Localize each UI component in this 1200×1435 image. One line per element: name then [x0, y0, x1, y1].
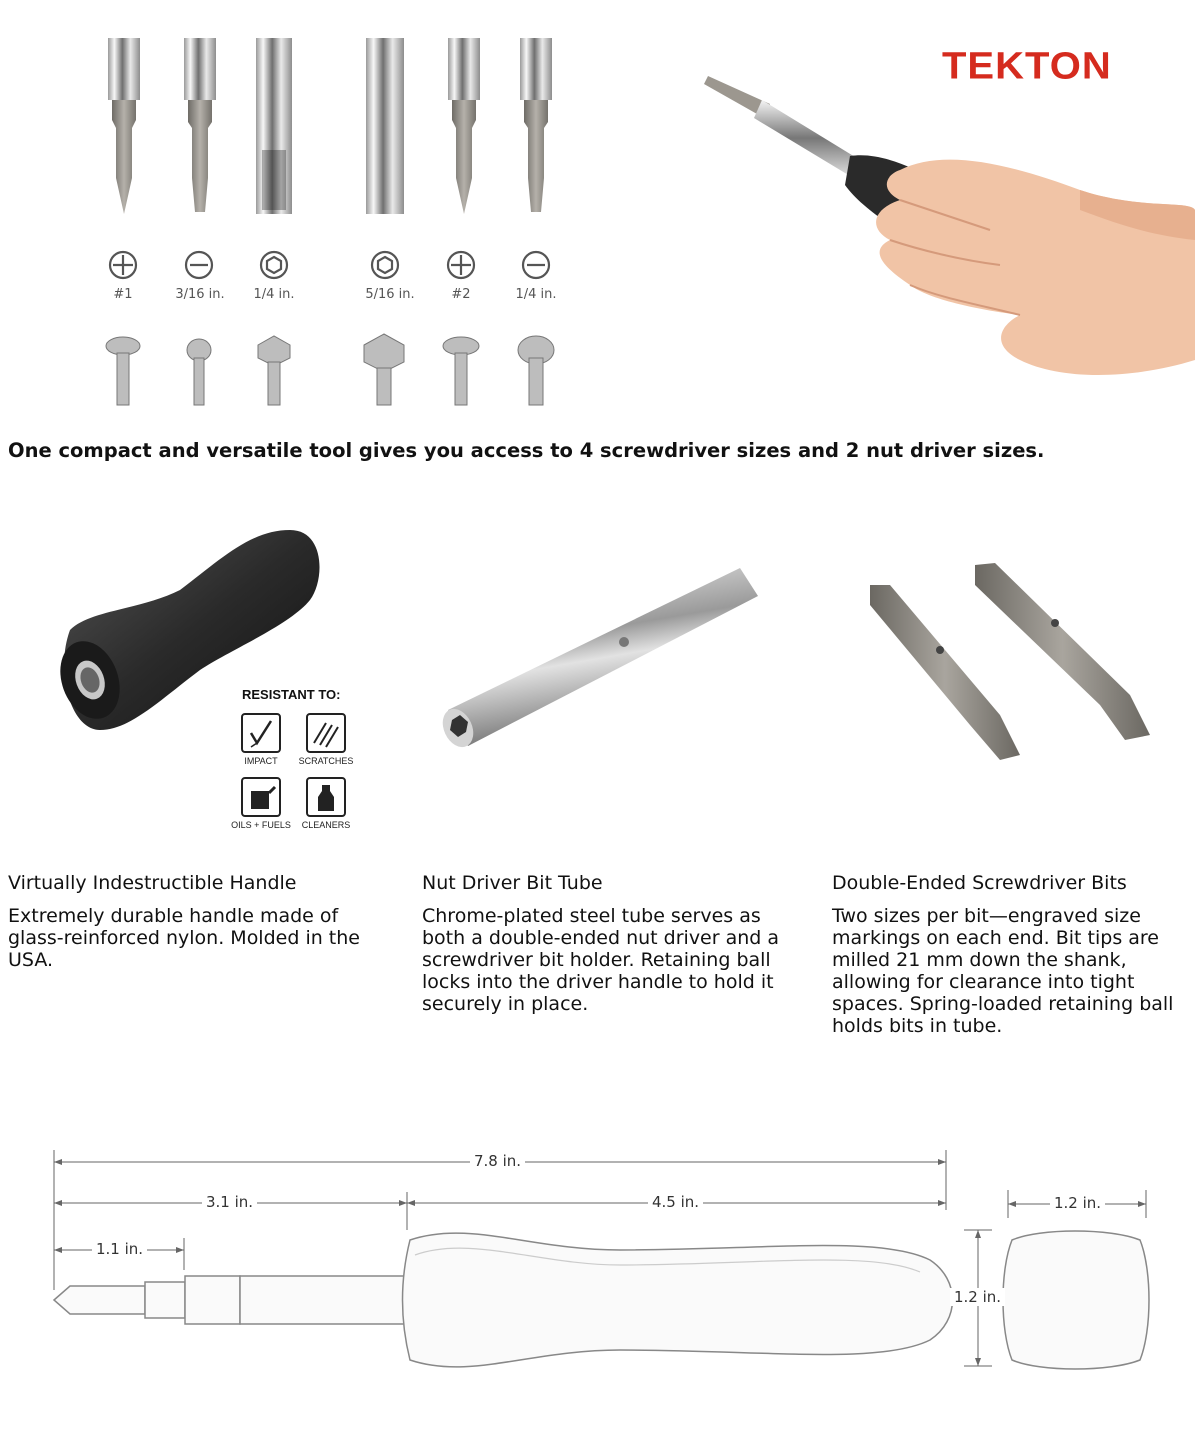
headline: One compact and versatile tool gives you access to 4 screwdriver sizes and 2 nut driver sizes.	[8, 439, 1045, 462]
double-ended-bits-image	[860, 555, 1160, 770]
bit-3	[256, 38, 292, 214]
slotted-icon	[523, 252, 549, 278]
screw-4	[364, 334, 404, 405]
dimension-drawing	[0, 1140, 1200, 1400]
bit-illustrations	[0, 0, 620, 420]
hex-icon	[261, 252, 287, 278]
bit-size-label: #2	[451, 287, 471, 302]
impact-icon	[241, 713, 281, 753]
hand-holding-screwdriver-image	[700, 60, 1200, 390]
phillips-icon	[448, 252, 474, 278]
overall-length-label: 7.8 in.	[470, 1152, 525, 1170]
screw-1	[106, 337, 140, 405]
scratches-icon	[306, 713, 346, 753]
resistant-scratches-label: SCRATCHES	[298, 756, 354, 766]
hex-icon	[372, 252, 398, 278]
brand-logo: TEKTON	[942, 45, 1112, 87]
bit-2	[184, 38, 216, 212]
cleaner-bottle-icon	[306, 777, 346, 817]
bit-length-label: 1.1 in.	[92, 1240, 147, 1258]
screw-2	[187, 339, 211, 405]
resistant-impact-label: IMPACT	[244, 756, 278, 766]
bit-size-label: 5/16 in.	[365, 287, 415, 302]
shaft-length-label: 3.1 in.	[202, 1193, 257, 1211]
feature-body-bits: Two sizes per bit—engraved size markings on each end. Bit tips are milled 21 mm down the shank, allowing for clearance into tight spaces. Spring-loaded retaining ball holds bits in tube.	[832, 905, 1174, 1037]
bit-size-label: 1/4 in.	[253, 287, 295, 302]
bit-size-label: 1/4 in.	[515, 287, 557, 302]
oil-can-icon	[241, 777, 281, 817]
bit-4	[366, 38, 404, 214]
feature-title-handle: Virtually Indestructible Handle	[8, 872, 297, 894]
bit-size-label: #1	[113, 287, 133, 302]
feature-body-tube: Chrome-plated steel tube serves as both a double-ended nut driver and a screwdriver bit holder. Retaining ball locks into the driver handle to hold it securely in place.	[422, 905, 780, 1015]
end-width-label: 1.2 in.	[1050, 1194, 1105, 1212]
screw-6	[518, 336, 554, 405]
feature-title-bits: Double-Ended Screwdriver Bits	[832, 872, 1127, 894]
phillips-icon	[110, 252, 136, 278]
bit-size-label: 3/16 in.	[175, 287, 225, 302]
bit-6	[520, 38, 552, 212]
handle-image	[50, 520, 340, 760]
nut-driver-tube-image	[440, 560, 770, 760]
handle-height-label: 1.2 in.	[950, 1288, 1005, 1306]
resistant-cleaners-label: CLEANERS	[301, 820, 351, 830]
resistant-title: RESISTANT TO:	[242, 687, 341, 702]
resistant-oils-label: OILS + FUELS	[231, 820, 291, 830]
bit-5	[448, 38, 480, 214]
handle-length-label: 4.5 in.	[648, 1193, 703, 1211]
screw-5	[443, 337, 479, 405]
feature-title-tube: Nut Driver Bit Tube	[422, 872, 603, 894]
screw-3	[258, 336, 290, 405]
slotted-icon	[186, 252, 212, 278]
bit-1	[108, 38, 140, 214]
feature-body-handle: Extremely durable handle made of glass-reinforced nylon. Molded in the USA.	[8, 905, 360, 971]
